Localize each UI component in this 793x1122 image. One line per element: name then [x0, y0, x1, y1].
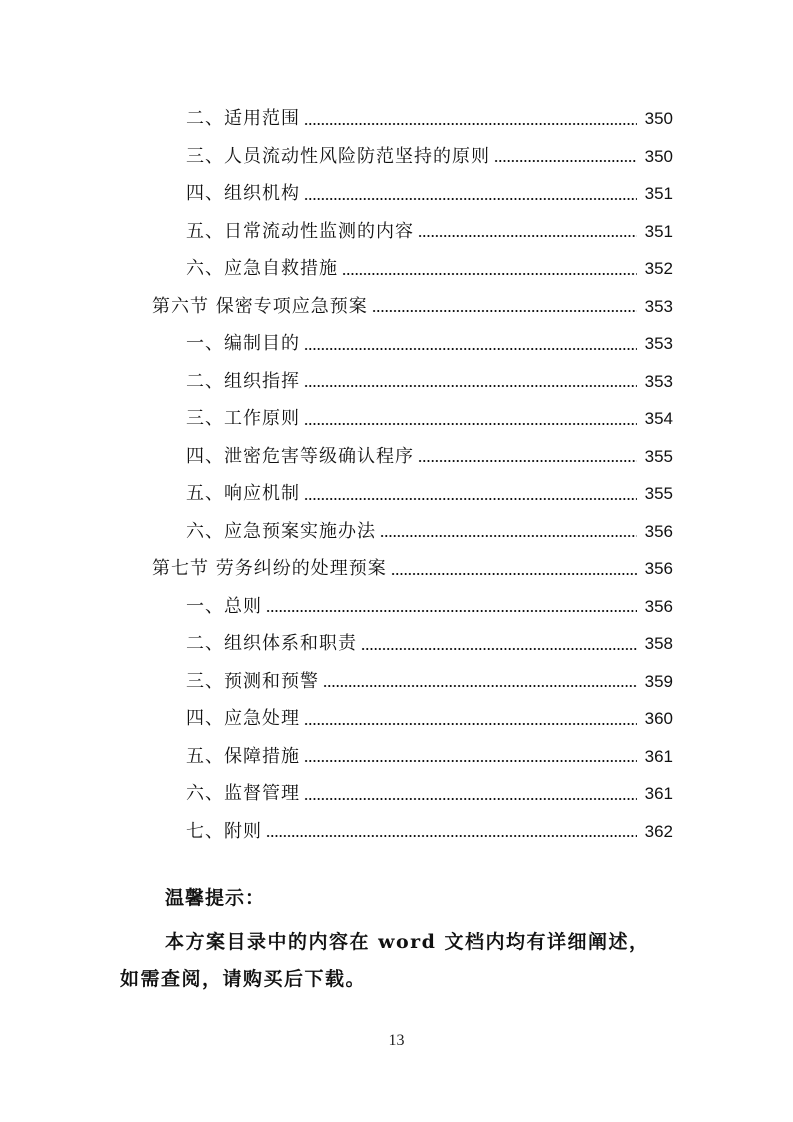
toc-entry-page-number: 355 — [644, 446, 673, 466]
toc-entry-title: 三、预测和预警 — [186, 670, 319, 692]
table-of-contents — [0, 100, 793, 850]
toc-entry-page-number: 351 — [644, 184, 673, 203]
toc-entry[interactable] — [0, 625, 793, 663]
dot-leader — [304, 498, 637, 500]
toc-entry[interactable] — [0, 138, 793, 176]
toc-entry-title: 六、监督管理 — [186, 783, 300, 804]
dot-leader — [494, 160, 637, 162]
toc-entry-page-number: 353 — [644, 296, 673, 316]
toc-entry-page-number: 361 — [644, 784, 673, 803]
toc-entry-page-number: 355 — [644, 484, 673, 503]
dot-leader — [304, 423, 637, 425]
toc-entry-page-number: 358 — [644, 634, 673, 653]
dot-leader — [391, 573, 637, 575]
dot-leader — [304, 385, 637, 387]
toc-entry[interactable] — [0, 475, 793, 513]
dot-leader — [304, 798, 637, 800]
toc-entry-title: 七、附则 — [186, 820, 262, 842]
toc-entry-title: 第六节 保密专项应急预案 — [152, 295, 368, 317]
toc-entry[interactable] — [0, 775, 793, 813]
dot-leader — [361, 648, 637, 650]
toc-entry-title: 二、组织体系和职责 — [186, 633, 357, 654]
toc-entry[interactable] — [0, 738, 793, 776]
dot-leader — [304, 760, 637, 762]
toc-entry-page-number: 359 — [644, 671, 673, 691]
toc-entry-page-number: 356 — [644, 521, 673, 541]
dot-leader — [418, 460, 637, 462]
toc-entry-page-number: 351 — [644, 221, 673, 241]
dot-leader — [418, 235, 637, 237]
notice-text-line-2: 如需查阅，请购买后下载。 — [120, 968, 367, 990]
dot-leader — [372, 310, 637, 312]
dot-leader — [380, 535, 637, 537]
toc-entry-title: 五、日常流动性监测的内容 — [186, 220, 414, 242]
toc-entry-title: 三、工作原则 — [186, 408, 300, 429]
toc-entry[interactable] — [0, 513, 793, 551]
dot-leader — [304, 123, 637, 125]
toc-entry[interactable] — [0, 175, 793, 213]
page-number: 13 — [388, 1032, 405, 1049]
toc-entry[interactable] — [0, 588, 793, 626]
toc-entry-title: 二、组织指挥 — [186, 370, 300, 392]
toc-entry-title: 四、组织机构 — [186, 183, 300, 204]
dot-leader — [342, 273, 637, 275]
toc-entry-page-number: 352 — [644, 259, 673, 278]
toc-entry-title: 六、应急预案实施办法 — [186, 520, 376, 542]
toc-entry-title: 三、人员流动性风险防范坚持的原则 — [186, 145, 490, 167]
toc-entry-title: 五、响应机制 — [186, 483, 300, 504]
toc-entry-page-number: 353 — [644, 334, 673, 353]
toc-entry-page-number: 362 — [644, 821, 673, 841]
notice-title: 温馨提示： — [165, 887, 266, 909]
toc-entry[interactable] — [0, 325, 793, 363]
toc-entry[interactable] — [0, 700, 793, 738]
toc-entry-title: 六、应急自救措施 — [186, 258, 338, 279]
toc-entry-page-number: 356 — [644, 596, 673, 616]
dot-leader — [304, 723, 637, 725]
toc-entry[interactable] — [0, 213, 793, 251]
toc-entry-page-number: 356 — [644, 559, 673, 578]
toc-entry-title: 二、适用范围 — [186, 108, 300, 129]
toc-entry[interactable] — [0, 100, 793, 138]
toc-section-heading[interactable] — [0, 288, 793, 326]
dot-leader — [266, 835, 637, 837]
toc-entry-page-number: 353 — [644, 371, 673, 391]
toc-entry-page-number: 350 — [644, 146, 673, 166]
toc-entry-title: 一、总则 — [186, 595, 262, 617]
toc-entry-page-number: 360 — [644, 709, 673, 728]
toc-section-heading[interactable] — [0, 550, 793, 588]
toc-entry-title: 四、泄密危害等级确认程序 — [186, 445, 414, 467]
toc-entry-page-number: 350 — [644, 109, 673, 128]
notice-text-line-1: 本方案目录中的内容在 word 文档内均有详细阐述， — [165, 931, 650, 953]
toc-entry-title: 四、应急处理 — [186, 708, 300, 729]
toc-entry[interactable] — [0, 663, 793, 701]
dot-leader — [266, 610, 637, 612]
toc-entry-title: 第七节 劳务纠纷的处理预案 — [152, 558, 387, 579]
toc-entry-title: 五、保障措施 — [186, 745, 300, 767]
dot-leader — [323, 685, 637, 687]
toc-entry-page-number: 361 — [644, 746, 673, 766]
toc-entry-title: 一、编制目的 — [186, 333, 300, 354]
toc-entry[interactable] — [0, 363, 793, 401]
toc-entry[interactable] — [0, 813, 793, 851]
toc-entry-page-number: 354 — [644, 409, 673, 428]
toc-entry[interactable] — [0, 250, 793, 288]
toc-entry[interactable] — [0, 400, 793, 438]
dot-leader — [304, 348, 637, 350]
dot-leader — [304, 198, 637, 200]
toc-entry[interactable] — [0, 438, 793, 476]
